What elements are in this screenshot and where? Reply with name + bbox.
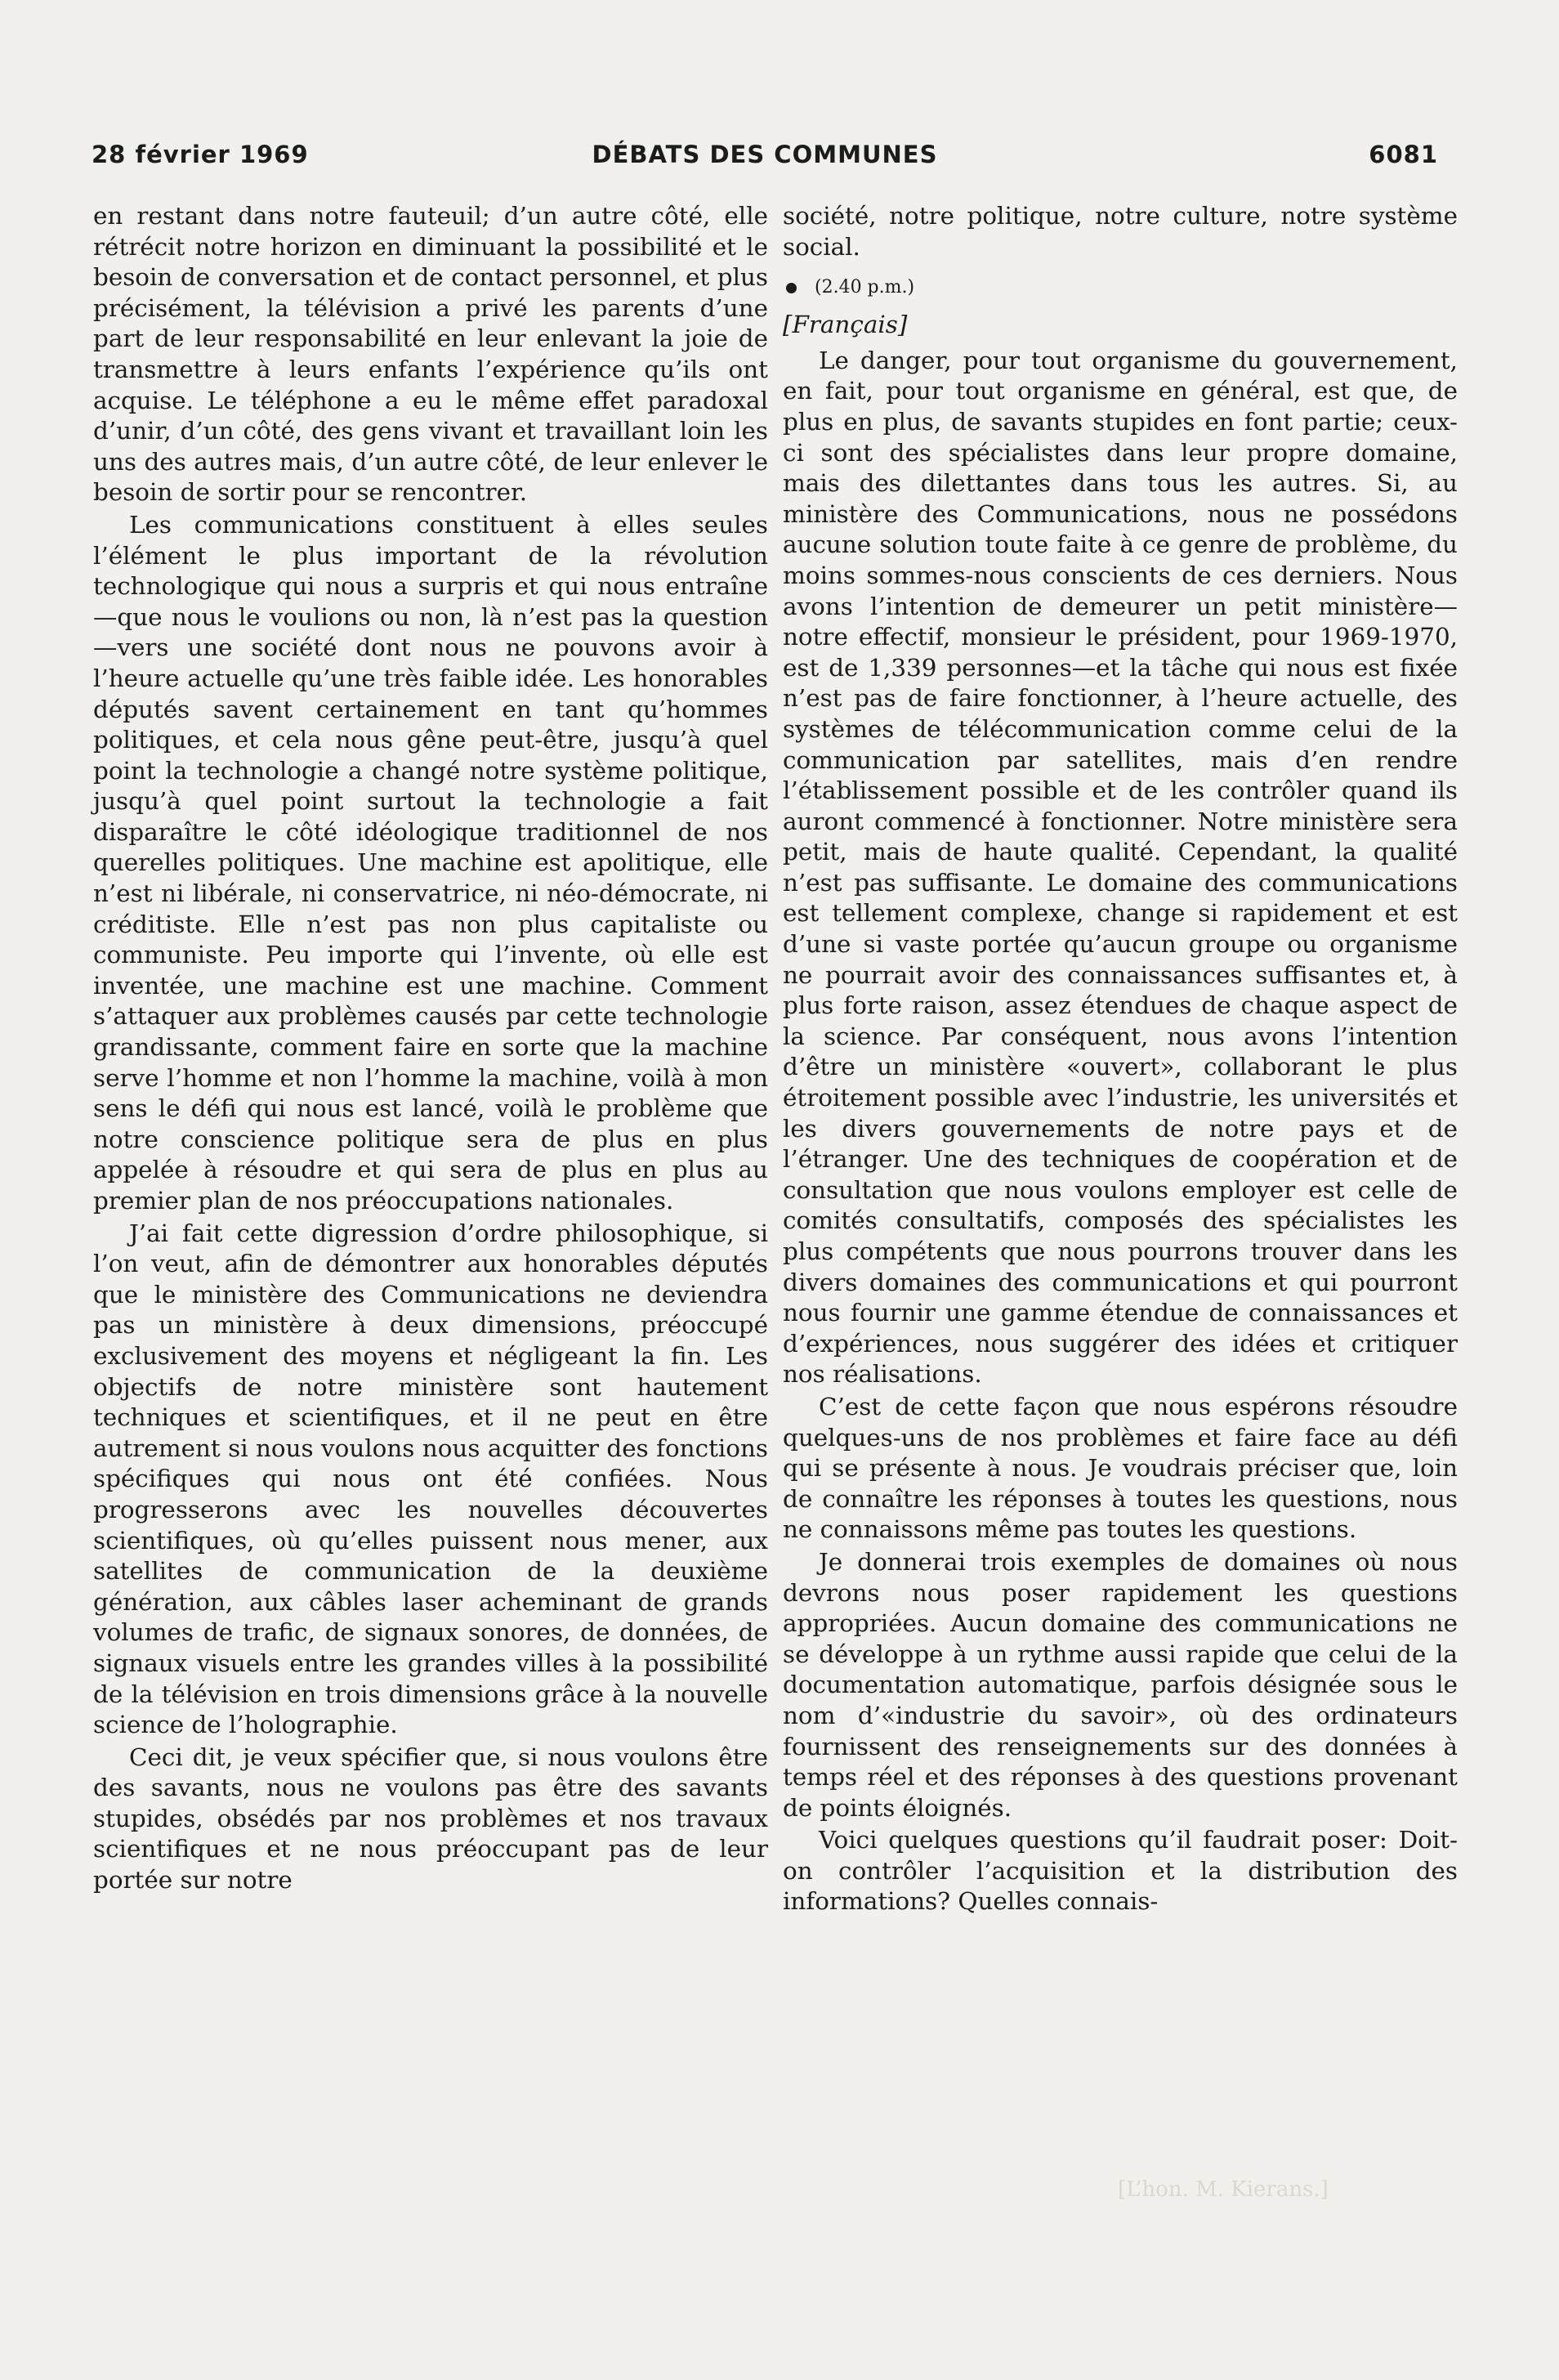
header-date: 28 février 1969 [92,141,309,168]
paragraph: Ceci dit, je veux spécifier que, si nous voulons être des savants, nous ne voulons pas être des savants stupides, obsédés par nos problèmes et nos travaux scientifiques et ne nous préoccupant pas de leur portée sur notre [93,1742,768,1895]
page-header [92,141,1438,177]
paragraph: C’est de cette façon que nous espérons résoudre quelques-uns de nos problèmes et faire face au défi qui se présente à nous. Je voudrais préciser que, loin de connaître les réponses à toutes les questions, nous ne connaissons même pas toutes les questions. [783,1392,1458,1544]
language-marker: [Français] [783,311,908,339]
header-title: DÉBATS DES COMMUNES [592,141,938,168]
timestamp [783,275,1458,300]
paragraph: J’ai fait cette digression d’ordre philosophique, si l’on veut, afin de démontrer aux honorables députés que le ministère des Communications ne deviendra pas un ministère à deux dimensions, préoccupé exclusivement des moyens et négligeant la fin. Les objectifs de notre ministère sont hautement techniques et scientifiques, et il ne peut en être autrement si nous voulons nous acquitter des fonctions spécifiques qui nous ont été confiées. Nous progresserons avec les nouvelles découvertes scientifiques, où qu’elles puissent nous mener, aux satellites de communication de la deuxième génération, aux câbles laser acheminant de grands volumes de trafic, de signaux sonores, de données, de signaux visuels entre les grandes villes à la possibilité de la télévision en trois dimensions grâce à la nouvelle science de l’holographie. [93,1219,768,1739]
paragraph: Les communications constituent à elles seules l’élément le plus important de la révolution technologique qui nous a surpris et qui nous entraîne—que nous le voulions ou non, là n’est pas la question—vers une société dont nous ne pouvons avoir à l’heure actuelle qu’une très faible idée. Les honorables députés savent certainement en tant qu’hommes politiques, et cela nous gêne peut-être, jusqu’à quel point la technologie a changé notre système politique, jusqu’à quel point surtout la technologie a fait disparaître le côté idéologique traditionnel de nos querelles politiques. Une machine est apolitique, elle n’est ni libérale, ni conservatrice, ni néo-démocrate, ni créditiste. Elle n’est pas non plus capitaliste ou communiste. Peu importe qui l’invente, où elle est inventée, une machine est une machine. Comment s’attaquer aux problèmes causés par cette technologie grandissante, comment faire en sorte que la machine serve l’homme et non l’homme la machine, voilà à mon sens le défi qui nous est lancé, voilà le problème que notre conscience politique sera de plus en plus appelée à résoudre et qui sera de plus en plus au premier plan de nos préoccupations nationales. [93,510,768,1215]
right-column [783,201,1458,1919]
paragraph: Je donnerai trois exemples de domaines où nous devrons nous poser rapidement les questions appropriées. Aucun domaine des communications ne se développe à un rythme aussi rapide que celui de la documentation automatique, parfois désignée sous le nom d’«industrie du savoir», où des ordinateurs fournissent des renseignements sur des données à temps réel et des réponses à des questions provenant de points éloignés. [783,1547,1458,1822]
timestamp-text: (2.40 p.m.) [815,277,915,298]
header-page-number: 6081 [1369,141,1438,168]
left-column [93,201,768,1898]
bleed-through-text: [L’hon. M. Kierans.] [1118,2177,1329,2202]
bullet-dot-icon [786,283,797,293]
paragraph: en restant dans notre fauteuil; d’un autre côté, elle rétrécit notre horizon en diminuant la possibilité et le besoin de conversation et de contact personnel, et plus précisément, la télévision a privé les parents d’une part de leur responsabilité en leur enlevant la joie de transmettre à leurs enfants l’expérience qu’ils ont acquise. Le téléphone a eu le même effet paradoxal d’unir, d’un côté, des gens vivant et travaillant loin les uns des autres mais, d’un autre côté, de leur enlever le besoin de sortir pour se rencontrer. [93,202,768,507]
paragraph: Le danger, pour tout organisme du gouvernement, en fait, pour tout organisme en général, est que, de plus en plus, de savants stupides en font partie; ceux-ci sont des spécialistes dans leur propre domaine, mais des dilettantes dans tous les autres. Si, au ministère des Communications, nous ne possédons aucune solution toute faite à ce genre de problème, du moins sommes-nous conscients de ces derniers. Nous avons l’intention de demeurer un petit ministère—notre effectif, monsieur le président, pour 1969-1970, est de 1,339 personnes—et la tâche qui nous est fixée n’est pas de faire fonctionner, à l’heure actuelle, des systèmes de télécommunication comme celui de la communication par satellites, mais d’en rendre l’établissement possible et de les contrôler quand ils auront commencé à fonctionner. Notre ministère sera petit, mais de haute qualité. Cependant, la qualité n’est pas suffisante. Le domaine des communications est tellement complexe, change si rapidement et est d’une si vaste portée qu’aucun groupe ou organisme ne pourrait avoir des connaissances suffisantes et, à plus forte raison, assez étendues de chaque aspect de la science. Par conséquent, nous avons l’intention d’être un ministère «ouvert», collaborant le plus étroitement possible avec l’industrie, les universités et les divers gouvernements de notre pays et de l’étranger. Une des techniques de coopération et de consultation que nous voulons employer est celle de comités consultatifs, composés des spécialistes les plus compétents que nous pourrons trouver dans les divers domaines des communications et qui pourront nous fournir une gamme étendue de connaissances et d’expériences, nous suggérer des idées et critiquer nos réalisations. [783,346,1458,1389]
paragraph-continuation: société, notre politique, notre culture, notre système social. [783,202,1458,261]
paragraph: Voici quelques questions qu’il faudrait poser: Doit-on contrôler l’acquisition et la distribution des informations? Quelles connais- [783,1826,1458,1916]
